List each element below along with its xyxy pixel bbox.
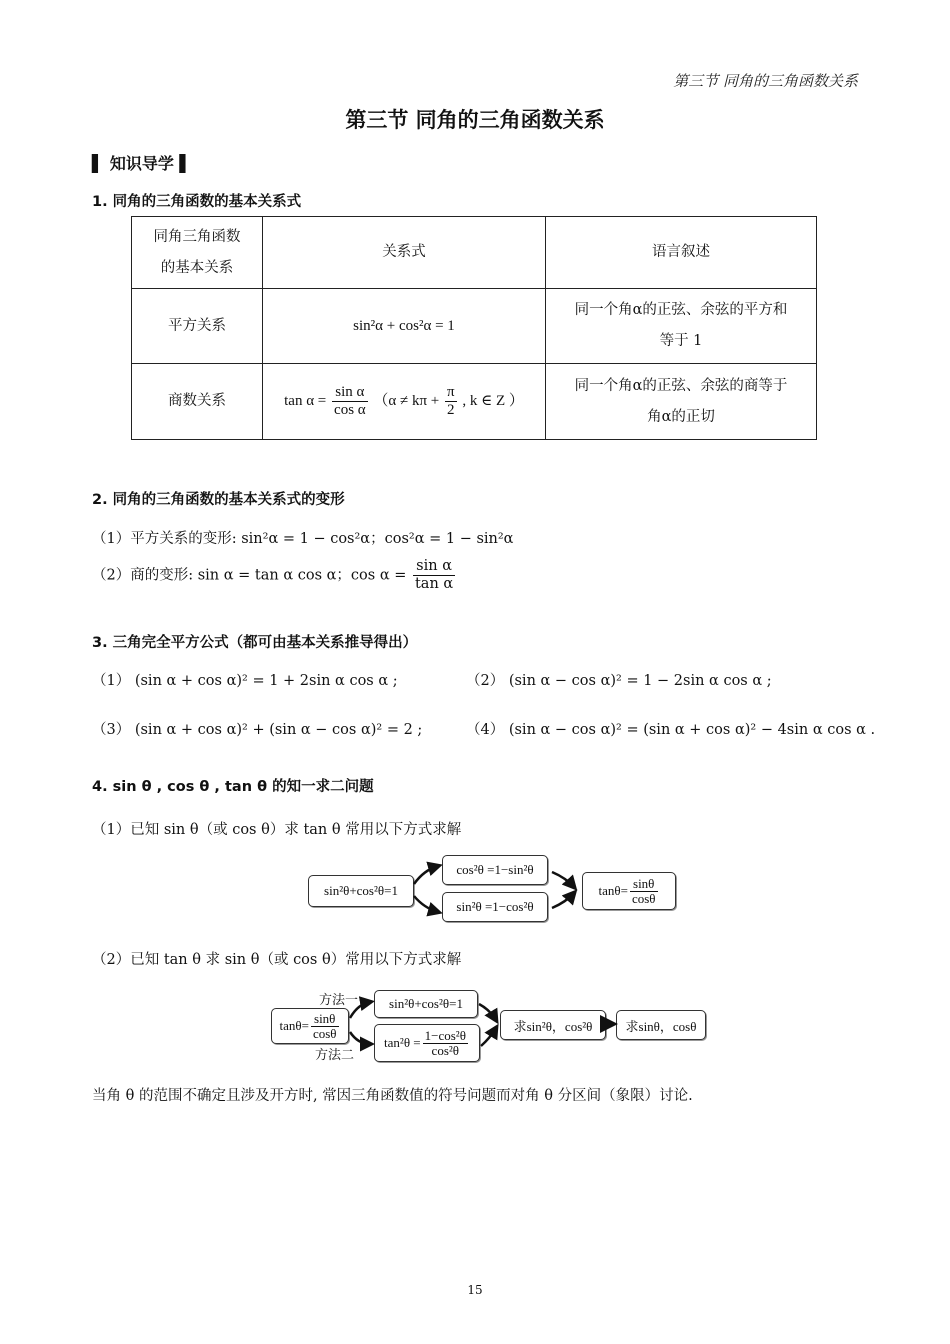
subsection-2-heading: 2. 同角的三角函数的基本关系式的变形 [92, 492, 345, 508]
fraction-denominator: cosθ [312, 1025, 337, 1041]
desc-line: 同一个角α的正弦、余弦的商等于 [574, 377, 788, 394]
quotient-lhs: tan α = [284, 392, 327, 409]
identity-box: sin²θ+cos²θ=1 [308, 875, 414, 907]
condition-text: , k ∈ Z ） [462, 392, 524, 409]
page-number: 15 [467, 1283, 483, 1297]
subsection-3-heading: 3. 三角完全平方公式（都可由基本关系推导得出） [92, 635, 418, 651]
variant-square: （1）平方关系的变形: sin²α = 1 − cos²α；cos²α = 1 − sin²α [92, 531, 514, 547]
method-1-intro: （1）已知 sin θ（或 cos θ）求 tan θ 常用以下方式求解 [92, 822, 462, 838]
arrow-down [350, 1032, 370, 1044]
method-two-label: 方法二 [315, 1048, 355, 1063]
desc-line: 同一个角α的正弦、余弦的平方和 [574, 302, 788, 318]
sign-note: 当角 θ 的范围不确定且涉及开方时, 常因三角函数值的符号问题而对角 θ 分区间（象限）讨论. [92, 1088, 693, 1104]
fraction-numerator: 1−cos²θ [424, 1027, 466, 1043]
table-cell: 平方关系 [132, 289, 263, 364]
running-header: 第三节 同角的三角函数关系 [673, 72, 858, 90]
fraction-numerator: sinθ [311, 1012, 339, 1027]
fraction-numerator: sin α [413, 558, 455, 576]
fraction-denominator: cos α [334, 402, 366, 418]
page-title: 第三节 同角的三角函数关系 [345, 108, 605, 132]
section-label: 知识导学 [109, 154, 174, 173]
fraction-denominator: 2 [447, 402, 455, 418]
tan-lhs: tanθ= [279, 1018, 309, 1033]
arrow-up [350, 1002, 370, 1018]
fraction-numerator: sinθ [630, 877, 658, 892]
fraction-denominator: cos²θ [431, 1042, 460, 1058]
fraction-numerator: π [447, 384, 455, 400]
subsection-4-heading: 4. sin θ , cos θ , tan θ 的知一求二问题 [92, 779, 374, 795]
table-cell: 商数关系 [132, 364, 263, 440]
arrow-merge-top [479, 1004, 496, 1020]
subsection-1-heading: 1. 同角的三角函数的基本关系式 [92, 194, 302, 210]
table-header-cell: 语言叙述 [546, 217, 817, 289]
method-one-label: 方法一 [319, 993, 359, 1008]
header-line: 同角三角函数 [153, 228, 241, 245]
desc-line: 等于 1 [659, 333, 703, 349]
formula-1: （1） (sin α + cos α)² = 1 + 2sin α cos α ; [92, 673, 398, 689]
method-2-intro: （2）已知 tan θ 求 sin θ（或 cos θ）常用以下方式求解 [92, 952, 462, 968]
heading-bar-left: ▌ [92, 154, 105, 173]
condition-text: （α ≠ kπ + [373, 392, 440, 409]
header-line: 的基本关系 [160, 259, 234, 276]
formula-4: （4） (sin α − cos α)² = (sin α + cos α)² − 4sin α cos α . [466, 722, 876, 738]
fraction-denominator: tan α [414, 576, 454, 592]
square-relation-formula: sin²α + cos²α = 1 [353, 317, 455, 334]
find-squares-box: 求sin²θ，cos²θ [500, 1010, 606, 1040]
table-header-cell: 关系式 [263, 217, 546, 289]
fraction-denominator: cosθ [631, 890, 656, 906]
formula-3: （3） (sin α + cos α)² + (sin α − cos α)² = 2 ; [92, 722, 423, 738]
heading-bar-right: ▌ [179, 154, 192, 173]
arrow-merge-bottom [481, 1028, 496, 1046]
variant-quotient-text: （2）商的变形: sin α = tan α cos α；cos α = [92, 567, 407, 584]
find-values-box: 求sinθ，cosθ [616, 1010, 706, 1040]
tan-lhs: tanθ= [598, 883, 628, 898]
desc-line: 角α的正切 [647, 408, 715, 425]
formula-2: （2） (sin α − cos α)² = 1 − 2sin α cos α ; [466, 673, 772, 689]
sin-square-box: sin²θ =1−cos²θ [442, 892, 548, 922]
cos-square-box: cos²θ =1−sin²θ [442, 855, 548, 885]
identity-box: sin²θ+cos²θ=1 [374, 990, 478, 1018]
fraction-numerator: sin α [332, 384, 368, 402]
tan-square-lhs: tan²θ = [384, 1035, 421, 1050]
